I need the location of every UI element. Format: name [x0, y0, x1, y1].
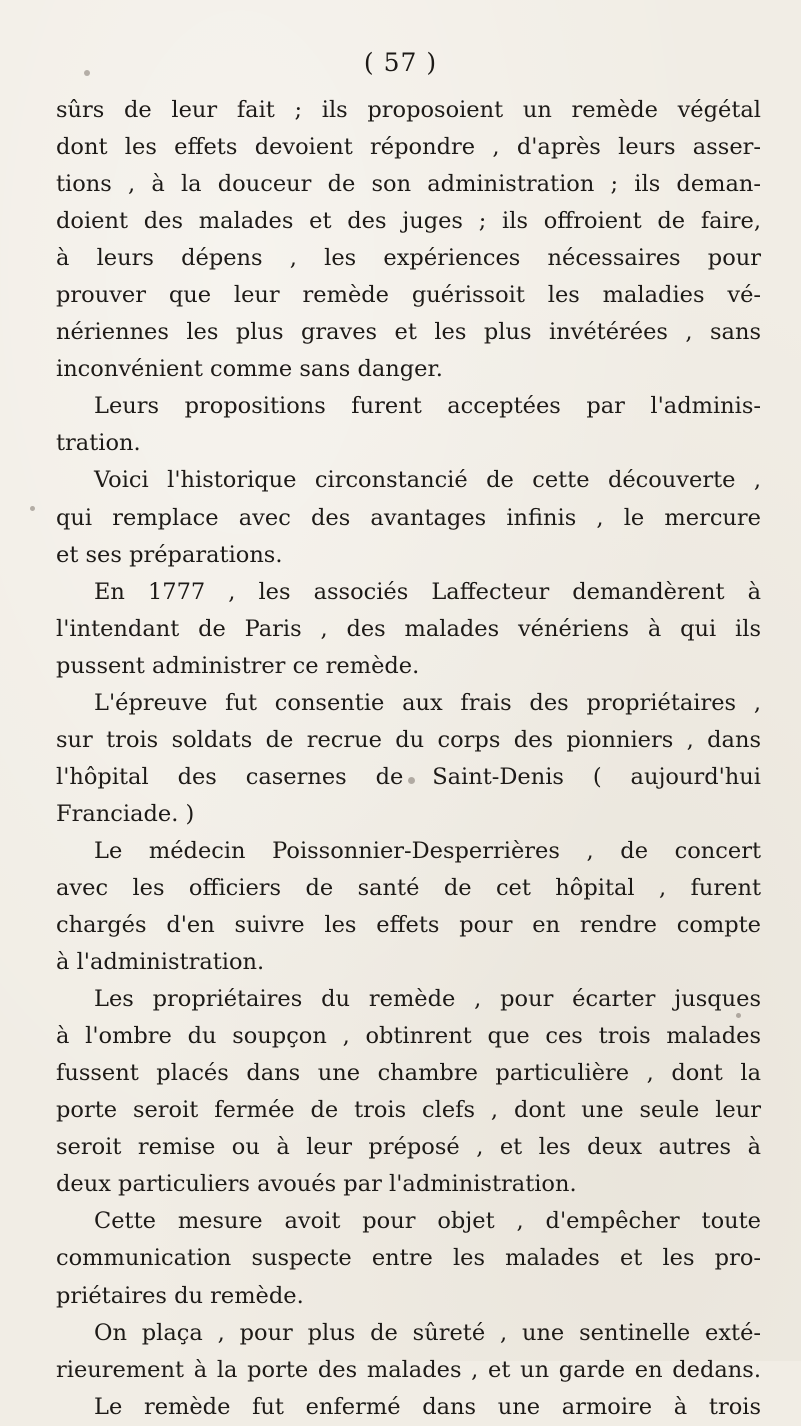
- text-line: Les propriétaires du remède , pour écarter jusques: [94, 986, 761, 1013]
- text-line: Le remède fut enfermé dans une armoire à trois: [94, 1393, 761, 1420]
- ink-speck: [30, 506, 35, 511]
- text-line: doient des malades et des juges ; ils offroient de faire,: [56, 208, 761, 235]
- body-text: [56, 92, 761, 1426]
- text-line: seroit remise ou à leur préposé , et les deux autres à: [56, 1134, 761, 1161]
- text-line: porte seroit fermée de trois clefs , dont une seule leur: [56, 1097, 761, 1124]
- text-line: En 1777 , les associés Laffecteur demandèrent à: [94, 578, 761, 605]
- ink-speck: [736, 1013, 741, 1018]
- ink-speck: [408, 777, 415, 784]
- text-line: et ses préparations.: [56, 541, 283, 568]
- text-line: l'hôpital des casernes de Saint-Denis ( aujourd'hui: [56, 763, 761, 790]
- text-line: à l'ombre du soupçon , obtinrent que ces trois malades: [56, 1023, 761, 1050]
- text-line: tration.: [56, 430, 141, 457]
- text-line: Voici l'historique circonstancié de cette découverte ,: [94, 467, 761, 494]
- text-line: Leurs propositions furent acceptées par l'adminis-: [94, 393, 761, 420]
- text-line: sûrs de leur fait ; ils proposoient un remède végétal: [56, 97, 761, 123]
- text-line: dont les effets devoient répondre , d'après leurs asser-: [56, 134, 761, 161]
- text-line: Franciade. ): [56, 800, 195, 827]
- text-line: On plaça , pour plus de sûreté , une sentinelle exté-: [94, 1319, 761, 1346]
- text-line: fussent placés dans une chambre particulière , dont la: [56, 1060, 761, 1087]
- text-line: chargés d'en suivre les effets pour en rendre compte: [56, 912, 761, 939]
- text-line: à l'administration.: [56, 949, 265, 976]
- text-line: pussent administrer ce remède.: [56, 652, 420, 679]
- text-line: prouver que leur remède guérissoit les maladies vé-: [56, 282, 761, 309]
- text-line: à leurs dépens , les expériences nécessaires pour: [56, 245, 761, 272]
- text-line: l'intendant de Paris , des malades vénériens à qui ils: [56, 615, 761, 642]
- text-line: rieurement à la porte des malades , et un garde en dedans.: [56, 1356, 761, 1383]
- ink-speck: [84, 70, 90, 76]
- text-line: avec les officiers de santé de cet hôpital , furent: [56, 874, 761, 901]
- text-line: tions , à la douceur de son administration ; ils deman-: [56, 171, 761, 198]
- text-line: Cette mesure avoit pour objet , d'empêcher toute: [94, 1208, 761, 1235]
- text-line: qui remplace avec des avantages infinis , le mercure: [56, 504, 761, 531]
- text-line: deux particuliers avoués par l'administration.: [56, 1171, 577, 1198]
- text-line: L'épreuve fut consentie aux frais des propriétaires ,: [94, 689, 761, 716]
- text-line: priétaires du remède.: [56, 1282, 304, 1309]
- text-line: Le médecin Poissonnier-Desperrières , de concert: [94, 837, 761, 864]
- text-line: communication suspecte entre les malades et les pro-: [56, 1245, 761, 1272]
- text-line: nériennes les plus graves et les plus invétérées , sans: [56, 319, 761, 346]
- text-line: inconvénient comme sans danger.: [56, 356, 443, 383]
- text-line: sur trois soldats de recrue du corps des pionniers , dans: [56, 726, 761, 753]
- page-number: ( 57 ): [363, 48, 438, 77]
